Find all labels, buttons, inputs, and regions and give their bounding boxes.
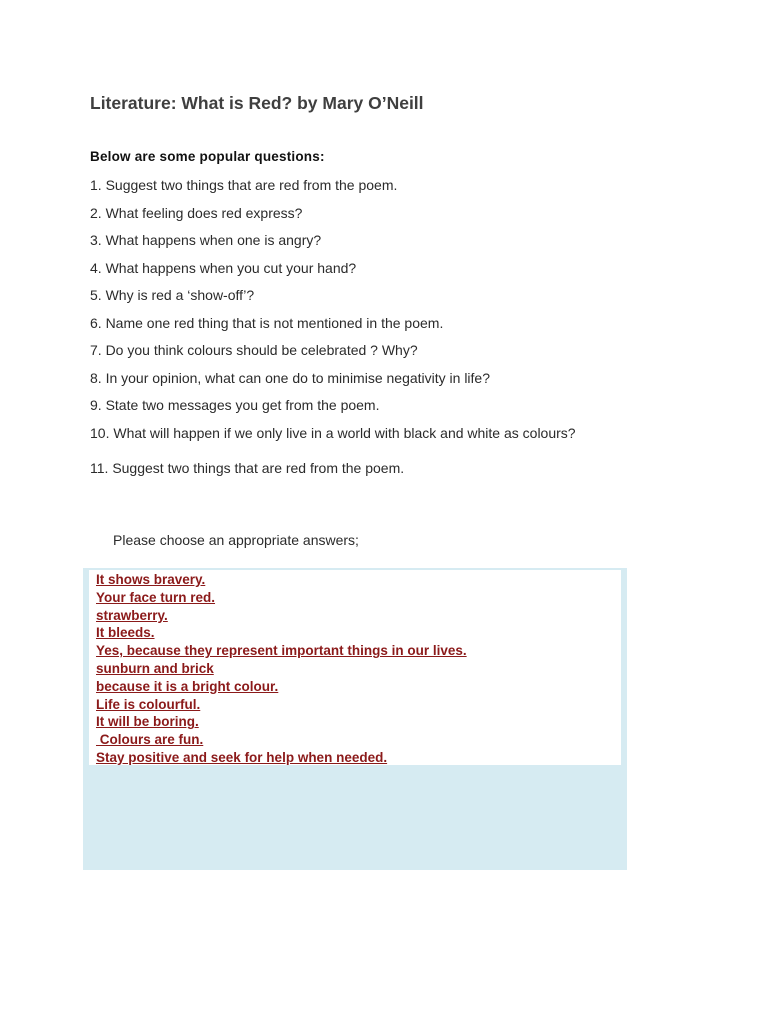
answer-link[interactable]: because it is a bright colour. <box>96 678 279 694</box>
question-list <box>90 176 576 487</box>
question-item: 11. Suggest two things that are red from the poem. <box>90 460 405 476</box>
answer-link[interactable]: Colours are fun. <box>96 732 204 748</box>
answer-box <box>89 570 621 765</box>
answer-link[interactable]: strawberry. <box>96 607 168 623</box>
question-item: 2. What feeling does red express? <box>90 204 303 221</box>
answer-link[interactable]: It bleeds. <box>96 625 155 641</box>
question-item: 9. State two messages you get from the poem. <box>90 397 380 413</box>
answer-panel <box>83 568 627 870</box>
answer-link[interactable]: It shows bravery. <box>96 572 206 587</box>
question-item: 8. In your opinion, what can one do to minimise negativity in life? <box>90 369 491 386</box>
question-item: 7. Do you think colours should be celebrated ? Why? <box>90 342 418 358</box>
answer-instruction: Please choose an appropriate answers; <box>113 532 359 548</box>
question-item: 5. Why is red a ‘show-off’? <box>90 287 255 303</box>
question-item: 10. What will happen if we only live in a world with black and white as colours? <box>90 424 576 441</box>
page-title: Literature: What is Red? by Mary O’Neill <box>90 93 424 113</box>
answer-link[interactable]: It will be boring. <box>96 714 199 730</box>
question-item: 4. What happens when you cut your hand? <box>90 259 357 276</box>
question-item: 6. Name one red thing that is not mentioned in the poem. <box>90 314 444 331</box>
answer-list <box>96 571 467 767</box>
answer-link[interactable]: Your face turn red. <box>96 589 216 605</box>
questions-intro: Below are some popular questions: <box>90 149 325 164</box>
question-item: 3. What happens when one is angry? <box>90 232 322 248</box>
answer-link[interactable]: Stay positive and seek for help when needed. <box>96 749 388 765</box>
question-item: 1. Suggest two things that are red from the poem. <box>90 177 398 193</box>
answer-link[interactable]: sunburn and brick <box>96 660 214 676</box>
answer-link[interactable]: Yes, because they represent important things in our lives. <box>96 643 467 659</box>
answer-link[interactable]: Life is colourful. <box>96 696 201 712</box>
